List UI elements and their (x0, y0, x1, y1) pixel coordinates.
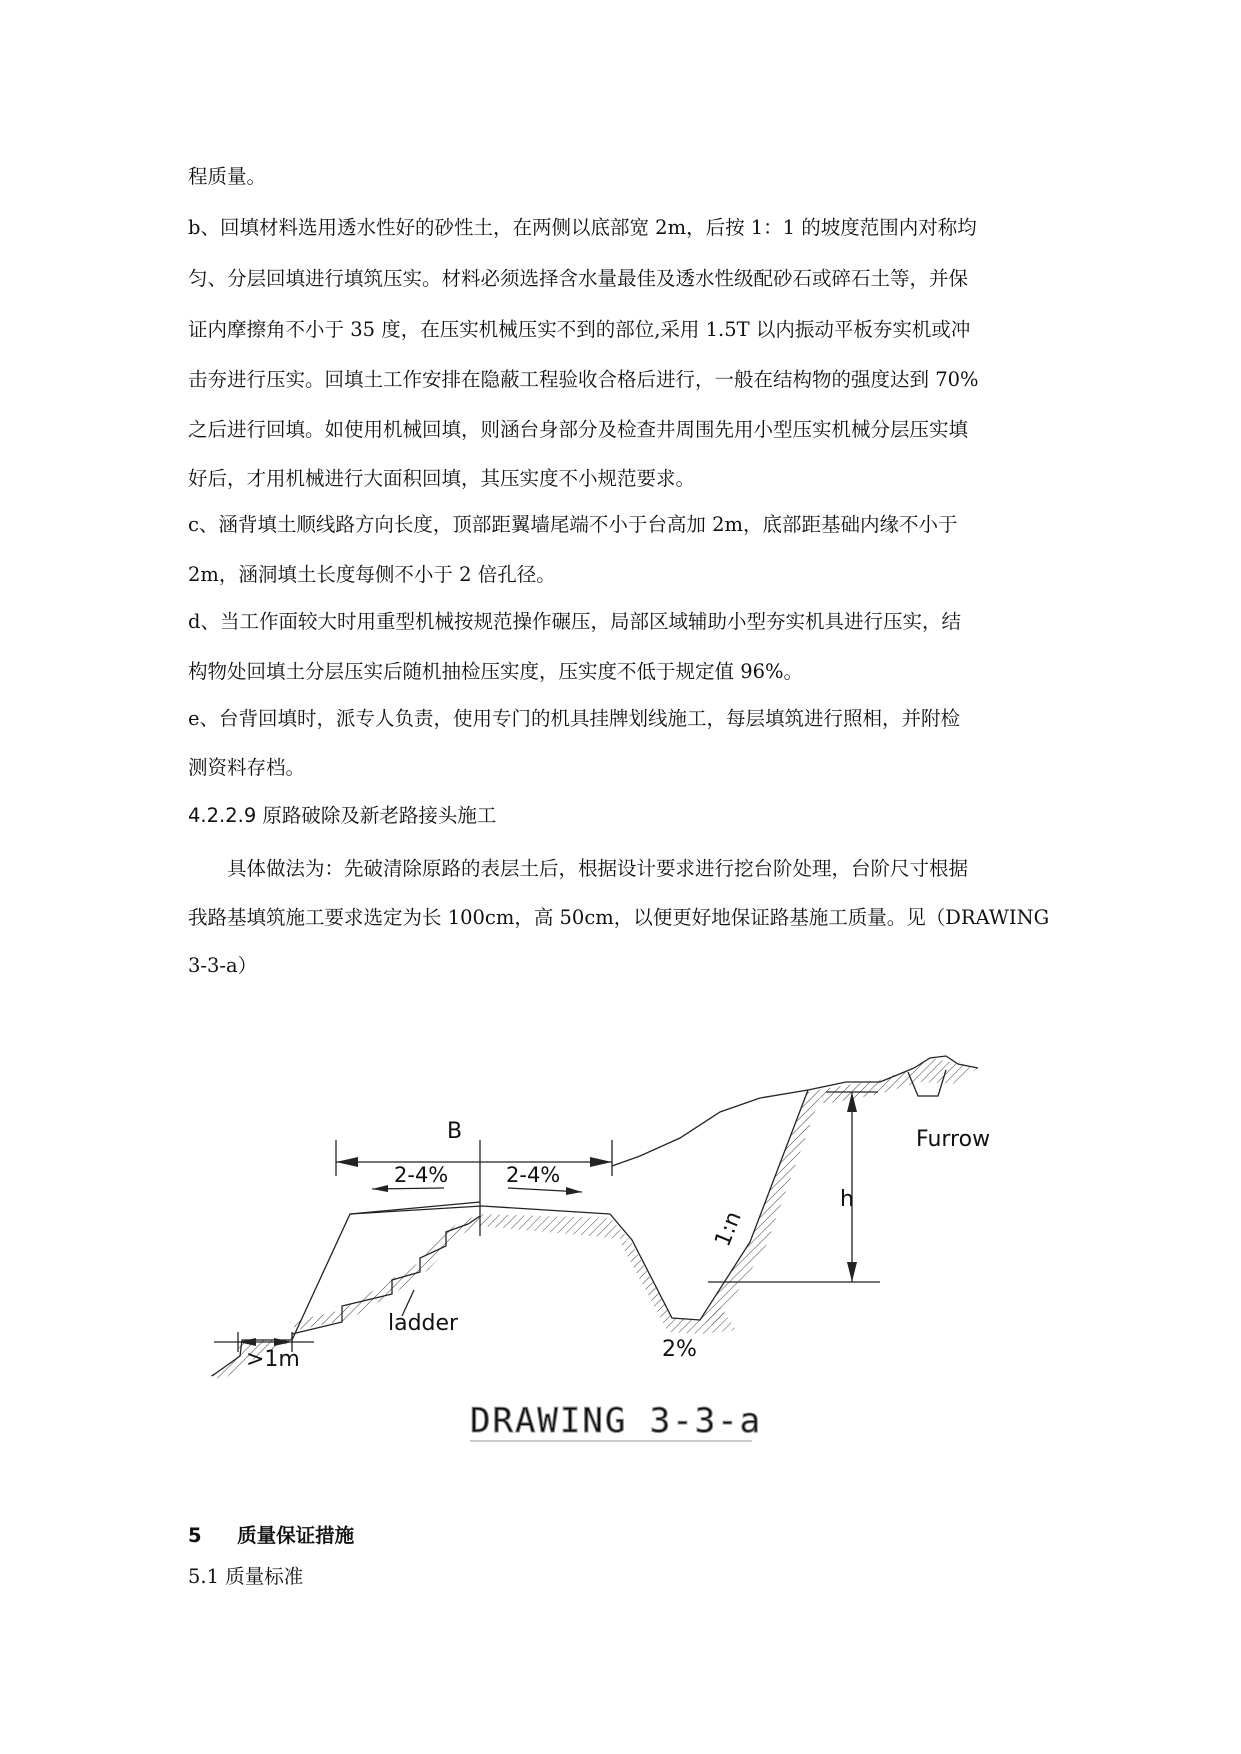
para-line-1: 具体做法为：先破清除原路的表层土后，根据设计要求进行挖台阶处理，台阶尺寸根据 (188, 857, 969, 880)
drawing-caption: DRAWING 3-3-a (470, 1401, 763, 1441)
body-line-7: 好后，才用机械进行大面积回填，其压实度不小规范要求。 (188, 467, 696, 490)
body-line-6: 之后进行回填。如使用机械回填，则涵台身部分及检查井周围先用小型压实机械分层压实填 (188, 418, 969, 441)
body-line-8: c、涵背填土顺线路方向长度，顶部距翼墙尾端不小于台高加 2m，底部距基础内缘不小于 (188, 513, 958, 536)
body-line-5: 击夯进行压实。回填土工作安排在隐蔽工程验收合格后进行，一般在结构物的强度达到 70% (188, 368, 979, 391)
label-slope-right: 2-4% (506, 1163, 561, 1187)
para-line-3: 3-3-a） (188, 954, 258, 977)
body-line-11: 构物处回填土分层压实后随机抽检压实度，压实度不低于规定值 96%。 (188, 660, 804, 683)
label-furrow: Furrow (916, 1127, 991, 1152)
chapter-heading (188, 1520, 354, 1548)
label-h: h (840, 1187, 854, 1212)
body-line-13: 测资料存档。 (188, 756, 306, 779)
body-line-1: 程质量。 (188, 165, 267, 188)
body-line-4: 证内摩擦角不小于 35 度，在压实机械压实不到的部位,采用 1.5T 以内振动平板夯实机或冲 (188, 318, 971, 341)
subsection-heading: 5.1 质量标准 (188, 1565, 304, 1588)
drawing-lines (212, 1056, 978, 1376)
label-b: B (447, 1119, 463, 1144)
ground-hatching (210, 1058, 978, 1380)
para-line-2: 我路基填筑施工要求选定为长 100cm，高 50cm，以便更好地保证路基施工质量。见（DRAWING (188, 906, 1050, 929)
label-slope-left: 2-4% (394, 1163, 449, 1187)
label-ladder: ladder (388, 1311, 459, 1336)
body-line-3: 匀、分层回填进行填筑压实。材料必须选择含水量最佳及透水性级配砂石或碎石土等，并保 (188, 267, 969, 290)
body-line-2: b、回填材料选用透水性好的砂性土，在两侧以底部宽 2m，后按 1：1 的坡度范围内对称均 (188, 216, 977, 239)
label-2pct: 2% (662, 1337, 697, 1362)
body-line-10: d、当工作面较大时用重型机械按规范操作碾压，局部区域辅助小型夯实机具进行压实，结 (188, 610, 961, 633)
body-line-12: e、台背回填时，派专人负责，使用专门的机具挂牌划线施工，每层填筑进行照相，并附检 (188, 707, 961, 730)
label-gt1m: >1m (246, 1347, 300, 1372)
section-heading: 4.2.2.9 原路破除及新老路接头施工 (188, 804, 497, 827)
chapter-title: 质量保证措施 (237, 1524, 355, 1547)
body-line-9: 2m，涵洞填土长度每侧不小于 2 倍孔径。 (188, 563, 556, 586)
label-ratio: 1:n (710, 1208, 747, 1251)
chapter-number: 5 (188, 1524, 202, 1547)
